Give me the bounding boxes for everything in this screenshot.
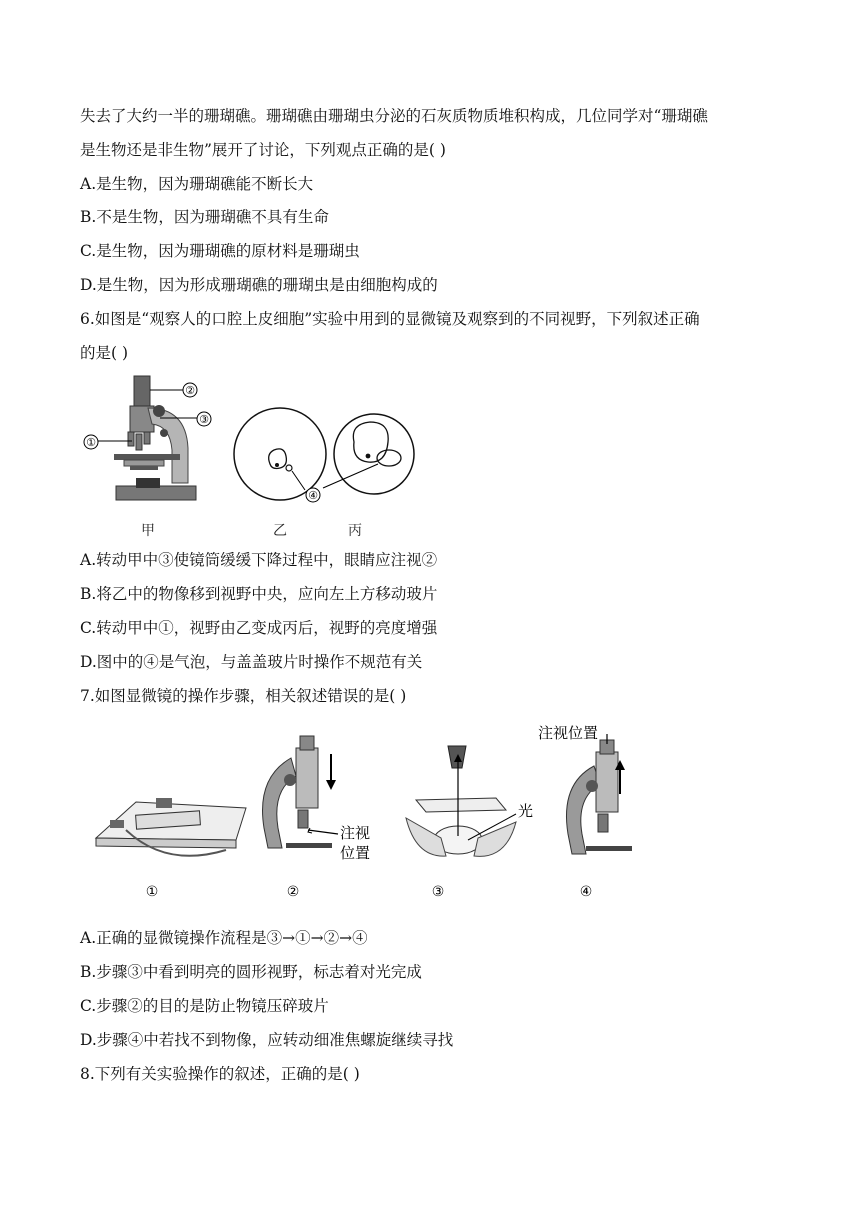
q5-option-c: C.是生物，因为珊瑚礁的原材料是珊瑚虫 <box>80 242 360 260</box>
step3-light-drawing <box>406 746 533 856</box>
q7-option-d: D.步骤④中若找不到物像，应转动细准焦螺旋继续寻找 <box>80 1031 454 1049</box>
q7-option-c: C.步骤②的目的是防止物镜压碎玻片 <box>80 997 329 1015</box>
q5-stem-line1: 失去了大约一半的珊瑚礁。珊瑚礁由珊瑚虫分泌的石灰质物质堆积构成，几位同学对“珊瑚礁 <box>80 107 708 125</box>
q7-stem: 7.如图显微镜的操作步骤，相关叙述错误的是( ) <box>80 687 407 705</box>
q7-option-a: A.正确的显微镜操作流程是③→①→②→④ <box>80 929 368 947</box>
q6-option-a: A.转动甲中③使镜筒缓缓下降过程中，眼睛应注视② <box>80 551 438 569</box>
view-bing-drawing <box>334 414 414 494</box>
fig6-caption-bing: 丙 <box>348 523 362 539</box>
fig7-zhushi-2: 位置 <box>340 844 371 862</box>
q6-stem-line1: 6.如图是“观察人的口腔上皮细胞”实验中用到的显微镜及观察到的不同视野，下列叙述正确 <box>80 310 700 328</box>
fig7-guang: 光 <box>518 802 534 820</box>
q6-stem-line2: 的是( ) <box>80 344 129 362</box>
view-yi-drawing <box>234 408 326 500</box>
q5-option-b: B.不是生物，因为珊瑚礁不具有生命 <box>80 208 329 226</box>
fig7-step-2: ② <box>286 884 300 900</box>
q5-stem-line2: 是生物还是非生物”展开了讨论，下列观点正确的是( ) <box>80 141 446 159</box>
step4-microscope-drawing <box>538 724 632 854</box>
q7-option-b: B.步骤③中看到明亮的圆形视野，标志着对光完成 <box>80 963 422 981</box>
fig7-step-4: ④ <box>579 884 593 900</box>
fig7-step-1: ① <box>145 884 159 900</box>
step1-stage-drawing <box>96 798 246 856</box>
q5-option-d: D.是生物，因为形成珊瑚礁的珊瑚虫是由细胞构成的 <box>80 276 438 294</box>
q6-option-b: B.将乙中的物像移到视野中央，应向左上方移动玻片 <box>80 585 438 603</box>
fig7-zhushi-top: 注视位置 <box>538 724 599 742</box>
q6-option-d: D.图中的④是气泡，与盖盖玻片时操作不规范有关 <box>80 653 423 671</box>
fig6-caption-yi: 乙 <box>273 523 287 539</box>
fig7-step-3: ③ <box>431 884 445 900</box>
q6-option-c: C.转动甲中①，视野由乙变成丙后，视野的亮度增强 <box>80 619 438 637</box>
fig6-label-2: ② <box>185 384 195 397</box>
step2-microscope-drawing <box>263 736 371 862</box>
fig6-label-1: ① <box>86 436 96 449</box>
fig7-zhushi-1: 注视 <box>340 824 371 842</box>
q6-figure <box>76 368 416 548</box>
fig6-caption-jia: 甲 <box>141 523 155 539</box>
fig6-label-3: ③ <box>199 413 209 426</box>
microscope-jia-drawing <box>84 376 211 500</box>
fig6-label-4: ④ <box>308 489 318 502</box>
q8-stem: 8.下列有关实验操作的叙述，正确的是( ) <box>80 1065 360 1083</box>
q7-figure <box>86 718 646 908</box>
q5-option-a: A.是生物，因为珊瑚礁能不断长大 <box>80 175 314 193</box>
